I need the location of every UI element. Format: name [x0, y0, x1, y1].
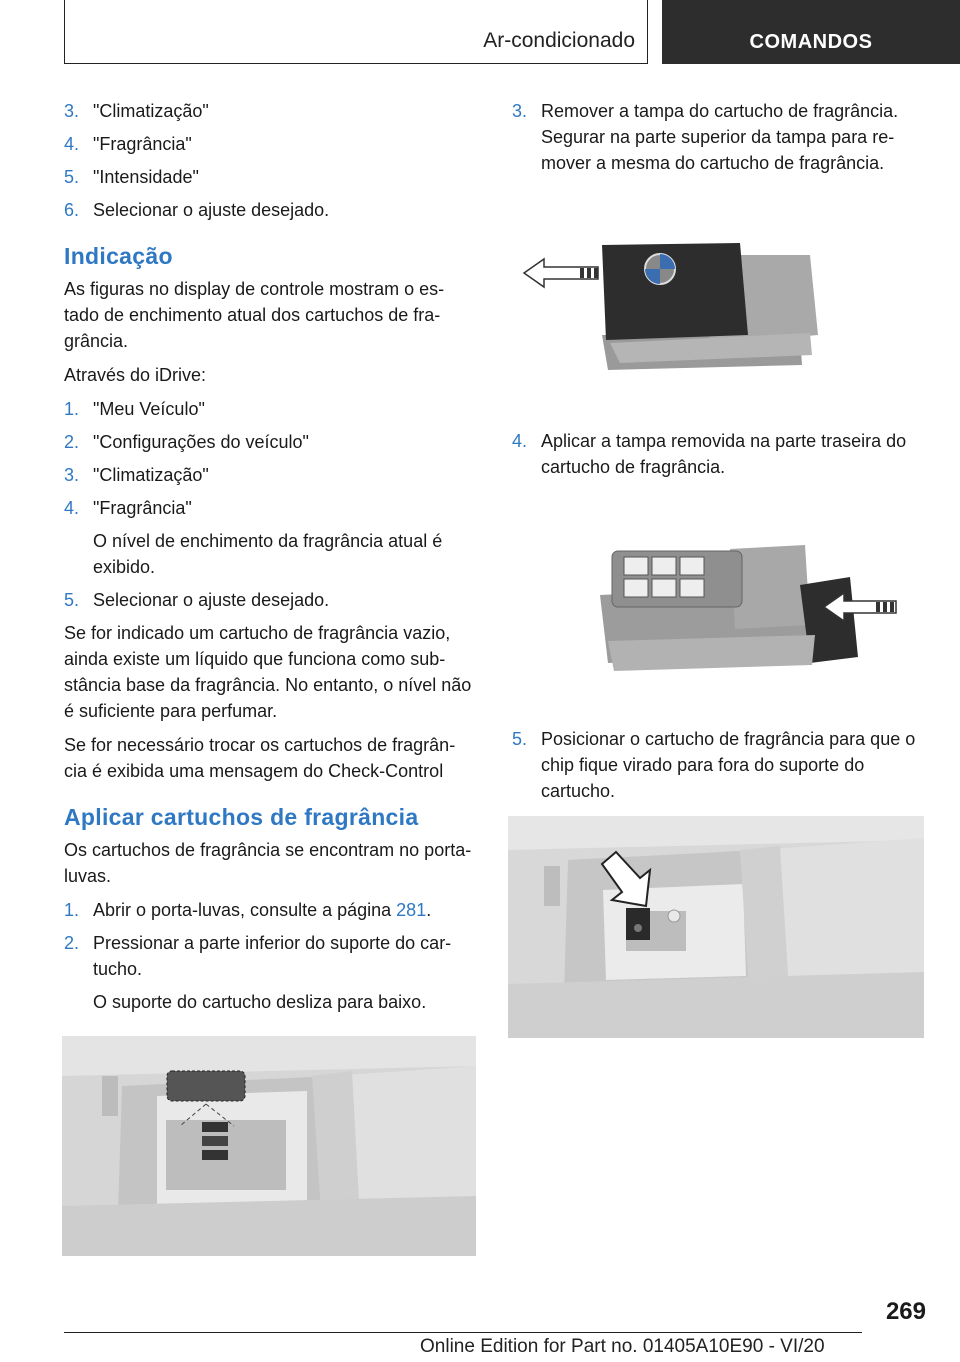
step-text: Selecionar o ajuste desejado. [93, 200, 330, 220]
list-item [64, 897, 474, 923]
step-text-end: . [426, 900, 432, 920]
glovebox-holder-illustration [62, 1036, 476, 1256]
heading-indicacao: Indicação [64, 243, 173, 269]
step-number: 5. [64, 590, 80, 610]
step-subtext: O suporte do cartucho desliza para baixo. [93, 992, 427, 1012]
page-link[interactable]: 281 [396, 900, 427, 920]
steps-list-right-3 [512, 726, 924, 804]
list-item [64, 930, 474, 1015]
step-number: 2. [64, 933, 80, 953]
steps-list-b [64, 396, 474, 613]
paragraph: As figuras no display de controle mostram o es-tado de enchimento atual dos cartuchos de fra-grância. [64, 279, 445, 351]
step-text: "Configurações do veículo" [93, 432, 309, 452]
step-number: 4. [64, 498, 80, 518]
footer-divider [64, 1332, 862, 1333]
step-number: 5. [64, 167, 80, 187]
header-section-title: Ar-condicionado [483, 29, 635, 52]
step-number: 1. [64, 900, 80, 920]
right-column-step5 [512, 726, 924, 811]
list-item [64, 429, 474, 455]
page-number: 269 [885, 1298, 926, 1325]
list-item [64, 495, 474, 580]
step-text: "Fragrância" [93, 134, 192, 154]
header-chapter-title: COMANDOS [749, 31, 873, 53]
step-number: 3. [64, 465, 80, 485]
list-item [64, 462, 474, 488]
header-chapter-tab [662, 0, 960, 64]
step-text: Abrir o porta-luvas, consulte a página [93, 900, 397, 920]
list-item [64, 197, 474, 223]
list-item [64, 164, 474, 190]
steps-list-c [64, 897, 474, 1015]
steps-list-right-1 [512, 98, 924, 176]
step-subtext: O nível de enchimento da fragrância atual é exibido. [93, 531, 443, 577]
steps-list-right-2 [512, 428, 924, 480]
step-text: "Meu Veículo" [93, 399, 205, 419]
step-text: Pressionar a parte inferior do suporte do car-tucho. [93, 933, 452, 979]
step-text: Aplicar a tampa removida na parte traseira do cartucho de fragrância. [541, 431, 907, 477]
list-item [512, 98, 924, 176]
step-number: 4. [512, 431, 528, 451]
paragraph: Se for indicado um cartucho de fragrância vazio, ainda existe um líquido que funciona como sub-stância base da fragrância. No entanto, o nível não é suficiente para perfumar. [64, 623, 472, 721]
left-column [64, 98, 474, 1022]
heading-aplicar-cartuchos: Aplicar cartuchos de fragrância [64, 804, 419, 830]
list-item [64, 587, 474, 613]
steps-list-a [64, 98, 474, 223]
list-item [64, 98, 474, 124]
paragraph: Através do iDrive: [64, 365, 207, 385]
right-column-step4 [512, 428, 924, 487]
attach-cover-illustration [600, 545, 910, 680]
step-number: 6. [64, 200, 80, 220]
step-number: 3. [512, 101, 528, 121]
list-item [64, 131, 474, 157]
paragraph: Os cartuchos de fragrância se encontram no porta-luvas. [64, 840, 472, 886]
step-text: Remover a tampa do cartucho de fragrância. Segurar na parte superior da tampa para re-mover a mesma do cartucho de fragrância. [541, 101, 899, 173]
list-item [512, 428, 924, 480]
remove-cover-illustration [520, 235, 820, 375]
step-number: 4. [64, 134, 80, 154]
step-text: "Climatização" [93, 465, 209, 485]
header-section-box [64, 0, 648, 64]
step-number: 2. [64, 432, 80, 452]
right-column [512, 98, 924, 183]
list-item [64, 396, 474, 422]
step-text: Posicionar o cartucho de fragrância para que o chip fique virado para fora do suporte do cartucho. [541, 729, 916, 801]
position-cartridge-illustration [508, 816, 924, 1038]
step-number: 5. [512, 729, 528, 749]
step-text: "Climatização" [93, 101, 209, 121]
step-text: "Fragrância" [93, 498, 192, 518]
paragraph: Se for necessário trocar os cartuchos de fragrân-cia é exibida uma mensagem do Check-Control [64, 735, 456, 781]
step-number: 3. [64, 101, 80, 121]
edition-note: Online Edition for Part no. 01405A10E90 - VI/20 [420, 1336, 825, 1357]
step-text: Selecionar o ajuste desejado. [93, 590, 330, 610]
step-text: "Intensidade" [93, 167, 199, 187]
list-item [512, 726, 924, 804]
step-number: 1. [64, 399, 80, 419]
